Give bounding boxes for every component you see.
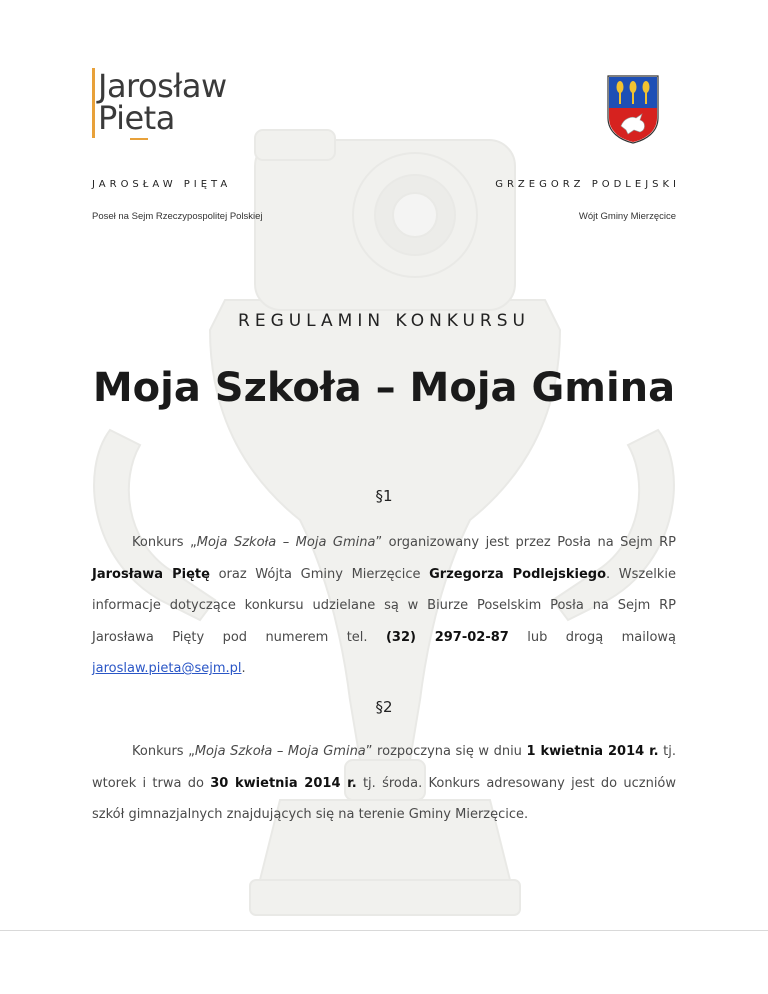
text-run: Konkurs „ [132,744,195,759]
end-date: 30 kwietnia 2014 r. [210,775,357,791]
page-bottom-divider [0,930,768,931]
text-run: . Wszelkie informacje dotyczące konkursu udzielane są w Biurze Poselskim Posła na Sejm RP Jarosława Pięty pod numerem tel. [92,566,676,645]
phone-number: (32) 297-02-87 [385,629,509,645]
left-signatory-name: JAROSŁAW PIĘTA [92,179,232,190]
left-signatory-role: Poseł na Sejm Rzeczypospolitej Polskiej [92,211,263,222]
contest-title: Moja Szkoła – Moja Gmina [92,365,676,411]
section-heading-2: §2 [375,698,393,716]
text-run: oraz Wójta Gminy Mierzęcice [209,566,430,582]
email-link[interactable]: jaroslaw.pieta@sejm.pl [92,661,242,676]
text-run: . [241,661,246,676]
contest-name-italic: Moja Szkoła – Moja Gmina [194,744,366,759]
contest-name-italic: Moja Szkoła – Moja Gmina [196,535,376,550]
jaroslaw-pieta-logo [92,68,262,150]
text-run: ” organizowany jest przez Posła na Sejm RP [375,535,676,550]
text-run: lub drogą mailową [508,629,677,645]
text-run: Konkurs „ [132,535,197,550]
organizer-name-2: Grzegorza Podlejskiego [429,566,607,582]
logo-underline [130,138,148,140]
right-signatory-name: GRZEGORZ PODLEJSKI [495,179,680,190]
section-2-paragraph [92,736,676,831]
section-heading-1: §1 [375,487,393,505]
right-signatory-role: Wójt Gminy Mierzęcice [578,211,676,222]
organizer-name-1: Jarosława Piętę [92,566,210,582]
logo-accent-bar [92,68,95,138]
regulation-heading: REGULAMIN KONKURSU [238,311,530,331]
logo-text-line2: Pieta [98,99,175,137]
section-1-paragraph [92,527,676,685]
start-date: 1 kwietnia 2014 r. [526,744,659,759]
text-run: tj. środa. Konkurs adresowany jest do uczniów szkół gimnazjalnych znajdujących się na terenie Gminy Mierzęcice. [92,775,677,822]
text-run: tj. wtorek i trwa do [92,744,676,791]
mierzecice-coat-of-arms-icon [606,74,660,144]
text-run: ” rozpoczyna się w dniu [365,744,527,759]
logo-text-line1: Jarosław [98,67,227,105]
